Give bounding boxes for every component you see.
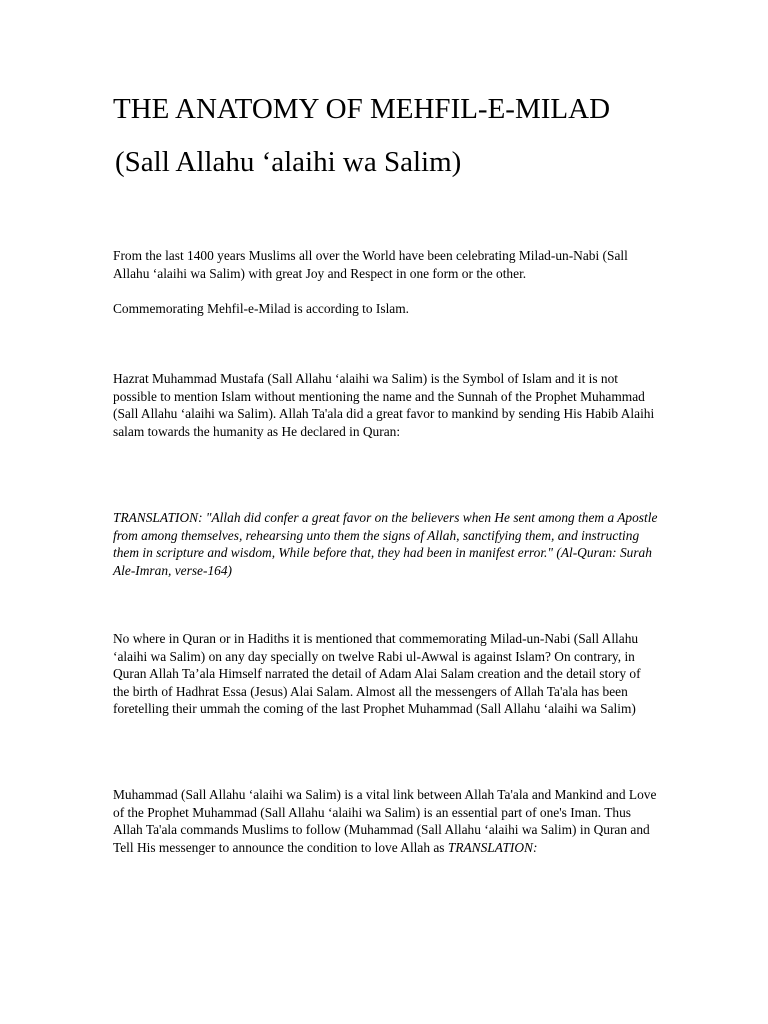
document-subtitle: (Sall Allahu ‘alaihi wa Salim) [115,146,462,178]
paragraph-vital-link-translation-label: TRANSLATION: [447,839,538,855]
document-title: THE ANATOMY OF MEHFIL-E-MILAD [113,93,611,125]
paragraph-intro: From the last 1400 years Muslims all over the World have been celebrating Milad-un-Nabi (Sall Allahu ‘alaihi wa Salim) with great Joy and Respect in one form or the other. [113,248,628,281]
paragraph-translation-verse: TRANSLATION: "Allah did confer a great favor on the believers when He sent among them a Apostle from among themselves, rehearsing unto them the signs of Allah, sanctifying them, and instructing them in scripture and wisdom, While before that, they had been in manifest error." (Al-Quran: Surah Ale-Imran, verse-164) [113,510,658,578]
paragraph-no-where: No where in Quran or in Hadiths it is mentioned that commemorating Milad-un-Nabi (Sall Allahu ‘alaihi wa Salim) on any day specially on twelve Rabi ul-Awwal is against Islam? On contrary, in Quran Allah Ta’ala Himself narrated the detail of Adam Alai Salam creation and the detail story of the birth of Hadhrat Essa (Jesus) Alai Salam. Almost all the messengers of Allah Ta'ala has been foretelling their ummah the coming of the last Prophet Muhammad (Sall Allahu ‘alaihi wa Salim) [113,631,641,716]
paragraph-commemorating: Commemorating Mehfil-e-Milad is according to Islam. [113,301,410,316]
paragraph-hazrat-muhammad: Hazrat Muhammad Mustafa (Sall Allahu ‘alaihi wa Salim) is the Symbol of Islam and it is not possible to mention Islam without mentioning the name and the Sunnah of the Prophet Muhammad (Sall Allahu ‘alaihi wa Salim). Allah Ta'ala did a great favor to mankind by sending His Habib Alaihi salam towards the humanity as He declared in Quran: [113,371,655,439]
paragraph-vital-link [113,786,658,856]
paragraph-vital-link-text: Muhammad (Sall Allahu ‘alaihi wa Salim) is a vital link between Allah Ta'ala and Mankind and Love of the Prophet Muhammad (Sall Allahu ‘alaihi wa Salim) is an essential part of one's Iman. Thus Allah Ta'ala commands Muslims to follow (Muhammad (Sall Allahu ‘alaihi wa Salim) in Quran and Tell His messenger to announce the condition to love Allah as [113,787,657,855]
